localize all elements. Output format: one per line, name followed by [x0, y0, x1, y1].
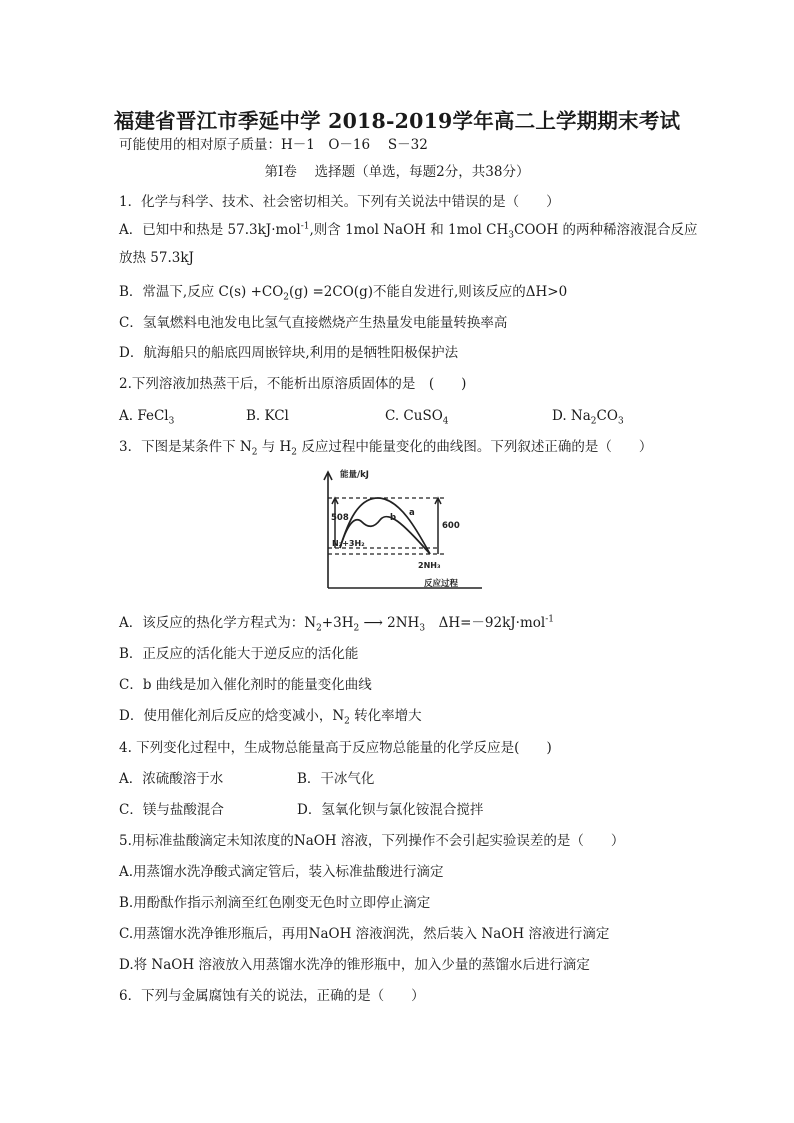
question-4-option-c: C．镁与盐酸混合 — [119, 802, 224, 818]
question-2-option-c: C. CuSO$_4$ — [385, 408, 449, 427]
question-4-stem: 4. 下列变化过程中，生成物总能量高于反应物总能量的化学反应是( ) — [119, 740, 552, 756]
energy-diagram — [318, 462, 488, 592]
question-5-stem: 5.用标准盐酸滴定未知浓度的NaOH 溶液，下列操作不会引起实验误差的是（ ） — [119, 833, 625, 849]
question-2-option-b: B. KCl — [246, 408, 289, 424]
product-label: 2NH₃ — [418, 561, 441, 570]
question-5-option-a: A.用蒸馏水洗净酸式滴定管后，装入标准盐酸进行滴定 — [119, 864, 444, 880]
question-2-stem: 2.下列溶液加热蒸干后，不能析出原溶质固体的是 ( ) — [119, 376, 467, 392]
question-4-option-b: B．干冰气化 — [297, 771, 375, 787]
question-3-option-c: C．b 曲线是加入催化剂时的能量变化曲线 — [119, 677, 372, 693]
value-600: 600 — [442, 521, 460, 531]
question-3-option-a: A．该反应的热化学方程式为：$N_2+3H_2$ ⟶ $2NH_3$ ΔH=－92kJ·mol$^{-1}$ — [119, 614, 555, 634]
question-1-option-c: C．氢氧燃料电池发电比氢气直接燃烧产生热量发电能量转换率高 — [119, 315, 508, 331]
reactants-label: N₂+3H₂ — [332, 539, 365, 548]
question-4-option-a: A．浓硫酸溶于水 — [119, 771, 224, 787]
curve-a-label: a — [409, 508, 415, 518]
question-3-option-d: D．使用催化剂后反应的焓变减小，$N_2$ 转化率增大 — [119, 708, 422, 727]
question-1-option-a-continued: 放热 57.3kJ — [119, 250, 194, 266]
section-heading: 第Ⅰ卷 选择题（单选，每题2分，共38分） — [264, 164, 530, 180]
atomic-masses-line: 可能使用的相对原子质量：H－1 O－16 S－32 — [119, 137, 428, 153]
exam-title: 福建省晋江市季延中学 2018-2019学年高二上学期期末考试 — [113, 109, 681, 133]
question-1-option-d: D．航海船只的船底四周嵌锌块,利用的是牺牲阳极保护法 — [119, 345, 459, 361]
question-3-option-b: B．正反应的活化能大于逆反应的活化能 — [119, 646, 359, 662]
question-6-stem: 6．下列与金属腐蚀有关的说法，正确的是（ ） — [119, 988, 425, 1004]
question-5-option-c: C.用蒸馏水洗净锥形瓶后，再用NaOH 溶液润洗，然后装入 NaOH 溶液进行滴定 — [119, 926, 610, 942]
question-1-option-a: A．已知中和热是 57.3kJ·mol$^{-1}$,则含 1mol NaOH 和 1mol $CH_3COOH$ 的两种稀溶液混合反应 — [119, 221, 698, 241]
question-1-stem: 1．化学与科学、技术、社会密切相关。下列有关说法中错误的是（ ） — [119, 194, 560, 210]
question-1-option-b: B．常温下,反应 $C(s) +CO_2(g) =2CO(g)$不能自发进行,则该反应的ΔH>0 — [119, 284, 568, 303]
y-axis-label: 能量/kJ — [340, 470, 369, 480]
question-4-option-d: D．氢氧化钡与氯化铵混合搅拌 — [297, 802, 484, 818]
question-5-option-b: B.用酚酞作指示剂滴至红色刚变无色时立即停止滴定 — [119, 895, 431, 911]
question-2-option-d: D. $Na_2CO_3$ — [552, 408, 624, 427]
value-508: 508 — [331, 513, 349, 523]
question-2-option-a: A. FeCl$_3$ — [119, 408, 175, 427]
question-3-stem: 3．下图是某条件下 $N_2$ 与 $H_2$ 反应过程中能量变化的曲线图。下列叙述正确的是（ ） — [119, 439, 653, 458]
curve-b-label: b — [390, 513, 397, 523]
x-axis-label: 反应过程 — [424, 579, 459, 589]
question-5-option-d: D.将 NaOH 溶液放入用蒸馏水洗净的锥形瓶中，加入少量的蒸馏水后进行滴定 — [119, 957, 590, 973]
